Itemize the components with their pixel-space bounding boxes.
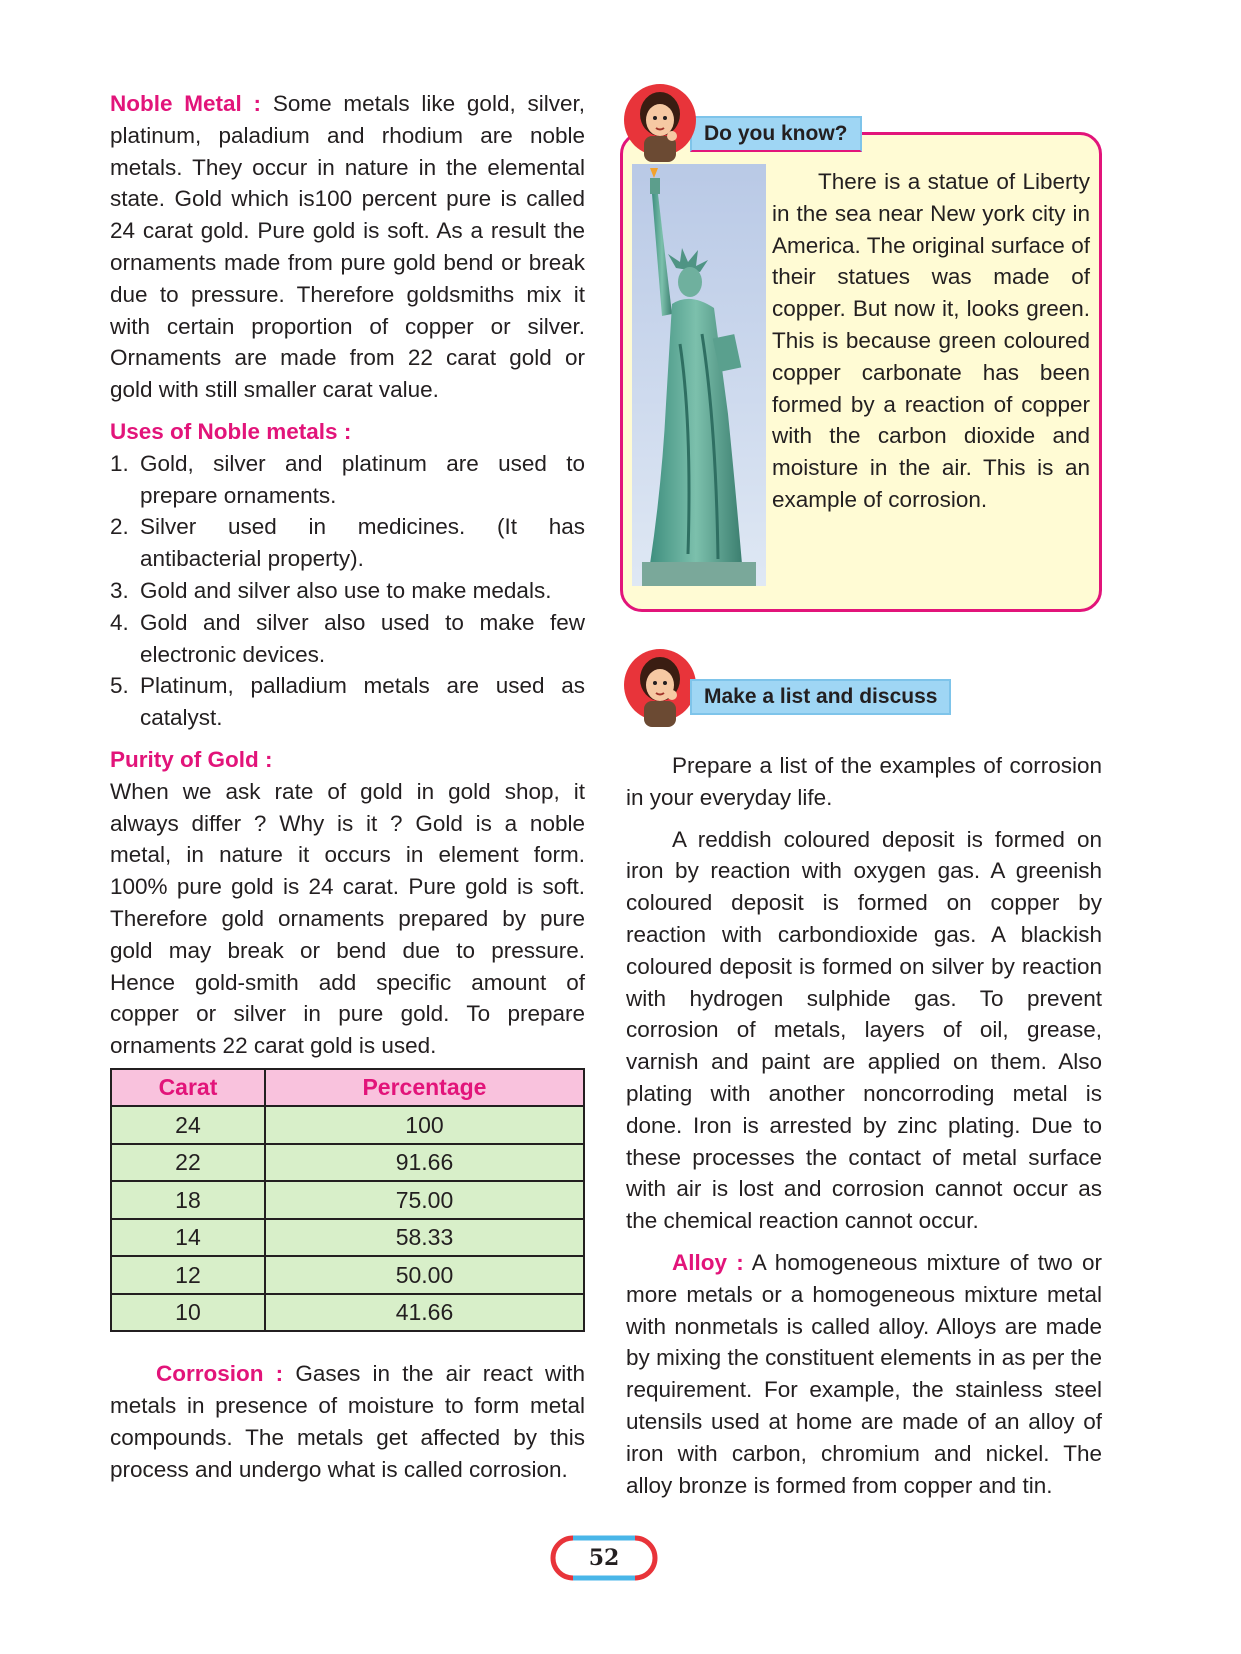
list-number: 5.	[110, 673, 129, 699]
table-row	[111, 1256, 584, 1294]
list-text: Silver used in medicines. (It has antibacterial property).	[140, 514, 585, 572]
list-item	[110, 448, 585, 512]
uses-list	[110, 448, 585, 734]
percentage-cell: 58.33	[265, 1219, 584, 1257]
list-item	[110, 575, 585, 607]
page-number-badge	[550, 1535, 658, 1581]
carat-cell: 12	[111, 1256, 265, 1294]
girl-mascot-icon	[622, 645, 698, 731]
list-text: Gold and silver also use to make medals.	[140, 577, 552, 603]
list-item	[110, 670, 585, 734]
discuss-paragraph: Prepare a list of the examples of corrosion in your everyday life.	[626, 753, 1102, 810]
make-list-section	[626, 645, 1102, 750]
table-row	[111, 1219, 584, 1257]
list-number: 4.	[110, 609, 129, 635]
percentage-cell: 50.00	[265, 1256, 584, 1294]
uses-heading: Uses of Noble metals :	[110, 418, 352, 444]
list-text: Gold, silver and platinum are used to prepare ornaments.	[140, 450, 585, 508]
noble-metal-paragraph	[110, 88, 585, 406]
purity-heading: Purity of Gold :	[110, 746, 273, 772]
carat-cell: 18	[111, 1181, 265, 1219]
alloy-text: A homogeneous mixture of two or more metals or a homogeneous mixture metal with nonmetals is called alloy. Alloys are made by mixing the constituent elements in as per the requirement. For example, the stainless steel utensils used at home are made of an alloy of iron with carbon, chromium and nickel. The alloy bronze is formed from copper and tin.	[626, 1249, 1102, 1498]
do-you-know-section	[626, 80, 1102, 615]
deposit-paragraph: A reddish coloured deposit is formed on iron by reaction with oxygen gas. A greenish coloured deposit is formed on copper by reaction with carbondioxide gas. A blackish coloured deposit is formed on silver by reaction with hydrogen sulphide gas. To prevent corrosion of metals, layers of oil, grease, varnish and paint are applied on them. Also plating with another noncorroding metal is done. Iron is arrested by zinc plating. Due to these processes the contact of metal surface with air is lost and corrosion cannot occur as the chemical reaction cannot occur.	[626, 826, 1102, 1234]
list-number: 2.	[110, 514, 129, 540]
list-number: 3.	[110, 577, 129, 603]
know-paragraph: There is a statue of Liberty in the sea near New york city in America. The original surface of their statues was made of copper. But now it, looks green. This is because green coloured copper carbonate has been formed by a reaction of copper with the carbon dioxide and moisture in the air. This is an example of corrosion.	[772, 169, 1090, 512]
percentage-cell: 41.66	[265, 1294, 584, 1332]
table-row	[111, 1144, 584, 1182]
carat-table	[110, 1068, 585, 1333]
carat-cell: 14	[111, 1219, 265, 1257]
list-text: Platinum, palladium metals are used as catalyst.	[140, 673, 585, 731]
list-number: 1.	[110, 450, 129, 476]
list-item	[110, 511, 585, 575]
purity-paragraph: When we ask rate of gold in gold shop, it always differ ? Why is it ? Gold is a noble metal, in nature it occurs in element form. 100% pure gold is 24 carat. Pure gold is soft. Therefore gold ornaments prepared by pure gold may break or bend due to pressure. Hence gold-smith add specific amount of copper or silver in pure gold. To prepare ornaments 22 carat gold is used.	[110, 778, 585, 1059]
percentage-cell: 91.66	[265, 1144, 584, 1182]
percentage-header: Percentage	[265, 1069, 584, 1107]
percentage-cell: 75.00	[265, 1181, 584, 1219]
table-row	[111, 1294, 584, 1332]
corrosion-paragraph	[110, 1358, 585, 1485]
girl-mascot-icon	[622, 80, 698, 166]
percentage-cell: 100	[265, 1106, 584, 1144]
carat-cell: 22	[111, 1144, 265, 1182]
noble-metal-text: Some metals like gold, silver, platinum, paladium and rhodium are noble metals. They occur in nature in the elemental state. Gold which is100 percent pure is called 24 carat gold. Pure gold is soft. As a result the ornaments made from pure gold bend or break due to pressure. Therefore goldsmiths mix it with certain proportion of copper or silver. Ornaments are made from 22 carat gold or gold with still smaller carat value.	[110, 91, 585, 403]
carat-cell: 10	[111, 1294, 265, 1332]
corrosion-term: Corrosion :	[156, 1361, 284, 1387]
list-text: Gold and silver also used to make few electronic devices.	[140, 609, 585, 667]
alloy-term: Alloy :	[672, 1249, 744, 1275]
page-number: 52	[588, 1545, 620, 1571]
list-item	[110, 607, 585, 671]
carat-header: Carat	[111, 1069, 265, 1107]
do-you-know-text	[772, 166, 1090, 516]
right-column	[626, 80, 1102, 1501]
carat-cell: 24	[111, 1106, 265, 1144]
do-you-know-label: Do you know?	[690, 116, 862, 152]
table-row	[111, 1181, 584, 1219]
alloy-paragraph	[626, 1247, 1102, 1501]
make-list-label: Make a list and discuss	[690, 679, 951, 715]
table-header-row	[111, 1069, 584, 1107]
noble-metal-term: Noble Metal :	[110, 91, 262, 116]
corrosion-text: Gases in the air react with metals in presence of moisture to form metal compounds. The metals get affected by this process and undergo what is called corrosion.	[110, 1361, 585, 1482]
statue-of-liberty-image	[632, 164, 766, 586]
table-row	[111, 1106, 584, 1144]
left-column	[110, 88, 585, 1486]
